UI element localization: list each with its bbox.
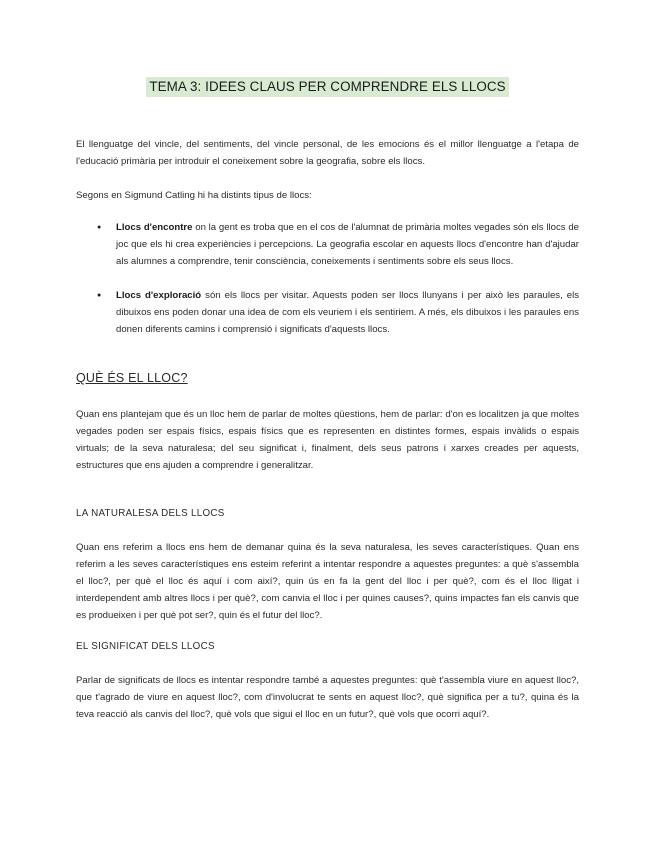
list-item-term: Llocs d'exploració bbox=[116, 290, 202, 301]
section-heading: QUÈ ÉS EL LLOC? bbox=[76, 371, 188, 385]
list-item-text: són els llocs per visitar. Aquests poden ser llocs llunyans i per això les paraules, els dibuixos ens poden donar una idea de com els veuriem i els sentiriem. A més, els dibuixos i les paraules ens donen diferents camins i comprensió i significats d'aquests llocs. bbox=[116, 290, 579, 335]
list-item-text: on la gent es troba que en el cos de l'alumnat de primària moltes vegades són els llocs de joc que els hi crea experiències i percepcions. La geografia escolar en aquests llocs d'encontre han d'ajudar als alumnes a comprendre, tenir consciència, coneixements i sentiments sobre els seus llocs. bbox=[116, 222, 579, 267]
naturalesa-paragraph: Quan ens referim a llocs ens hem de demanar quina és la seva naturalesa, les seves característiques. Quan ens referim a les seves característiques ens esteim referint a intentar respondre a aquestes preguntes: a què s'assembla el lloc?, per què el lloc és aquí i com així?, quin ús en fa la gent del lloc i per què?, com és el lloc lligat i interdependent amb altres llocs i per què?, com canvia el lloc i per quines causes?, quins impactes fan els canvis que es produeixen i per què pot ser?, quin és el futur del lloc?. bbox=[76, 542, 579, 621]
intro-paragraph: El llenguatge del vincle, del sentiments, del vincle personal, de les emocions és el millor llenguatge a l'etapa de l'educació primària per introduir el coneixement sobre la geografia, sobre els llocs. bbox=[76, 139, 579, 167]
list-item bbox=[116, 219, 579, 270]
list-item-term: Llocs d'encontre bbox=[116, 222, 193, 233]
catling-paragraph: Segons en Sigmund Catling hi ha distints tipus de llocs: bbox=[76, 190, 312, 201]
list-item bbox=[116, 287, 579, 338]
significat-paragraph: Parlar de significats de llocs es intentar respondre també a aquestes preguntes: què t'assembla viure en aquest lloc?, que t'agrado de viure en aquest lloc?, com d'involucrat te sents en aquest lloc?, què significa per a tu?, quina és la teva reacció als canvis del lloc?, què vols que sigui el lloc en un futur?, què vols que ocorri aquí?. bbox=[76, 675, 579, 720]
page-title: TEMA 3: IDEES CLAUS PER COMPRENDRE ELS LLOCS bbox=[146, 77, 508, 97]
title-wrapper bbox=[76, 0, 579, 97]
section-paragraph: Quan ens plantejam que és un lloc hem de parlar de moltes qüestions, hem de parlar: d'on es localitzen ja que moltes vegades poden ser espais físics, espais físics que es representen en distintes formes, espais invàlids o espais virtuals; de la seva naturalesa; del seu significat i, finalment, dels seus patrons i xarxes creades per aquests, estructures que ens ajuden a comprendre i generalitzar. bbox=[76, 409, 579, 471]
naturalesa-heading: LA NATURALESA DELS LLOCS bbox=[76, 508, 225, 519]
significat-heading: EL SIGNIFICAT DELS LLOCS bbox=[76, 641, 215, 652]
places-list bbox=[76, 219, 579, 338]
